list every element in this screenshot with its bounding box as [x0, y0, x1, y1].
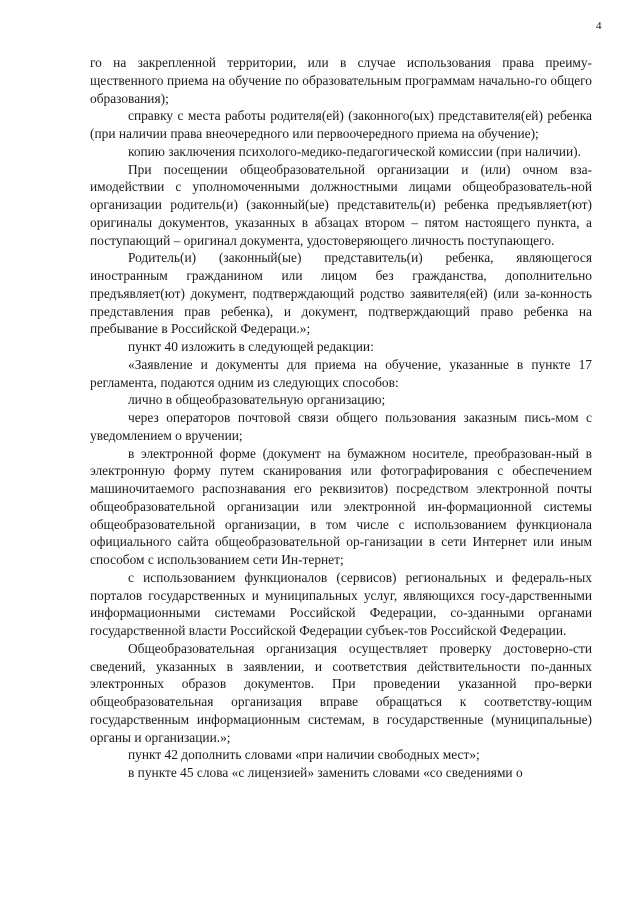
paragraph: пункт 42 дополнить словами «при наличии свободных мест»;	[128, 747, 480, 763]
paragraph: через операторов почтовой связи общего пользования заказным пись-мом с уведомлением о вручении;	[90, 410, 592, 443]
paragraph: с использованием функционалов (сервисов) региональных и федераль-ных порталов государственных и муниципальных услуг, являющихся госу-дарственными информационными системами Российской Федерации, со-зданными органами государственной власти Российской Федерации субъек-тов Российской Федерации.	[90, 569, 592, 638]
paragraph: в пункте 45 слова «с лицензией» заменить словами «со сведениями о	[128, 765, 523, 780]
paragraph: копию заключения психолого-медико-педагогической комиссии (при наличии).	[128, 143, 581, 159]
paragraph: справку с места работы родителя(ей) (законного(ых) представителя(ей) ребенка (при наличии права внеочередного или первоочередного приема на обучение);	[90, 108, 592, 141]
paragraph: го на закрепленной территории, или в случае использования права преиму-щественного приема на обучение по образовательным программам начально-го общего образования);	[90, 55, 592, 106]
paragraph: в электронной форме (документ на бумажном носителе, преобразован-ный в электронную форму путем сканирования или фотографирования с обеспечением машиночитаемого распознавания его реквизитов) посредством электронной почты общеобразовательной организации или электронной ин-формационной системы общеобразовательной организации, в том числе с использованием функционала официального сайта общеобразовательной ор-ганизации в сети Интернет или иным способом с использованием сети Ин-тернет;	[90, 445, 592, 567]
paragraph: При посещении общеобразовательной организации и (или) очном вза-имодействии с уполномоченными должностными лицами общеобразователь-ной организации родитель(и) (законный(ые) представитель(и) ребенка предъявляет(ют) оригиналы документов, указанных в абзацах втором – пятом настоящего пункта, а поступающий – оригинал документа, удостоверяющего личность поступающего.	[90, 161, 592, 248]
paragraph: Общеобразовательная организация осуществляет проверку достоверно-сти сведений, указанных в заявлении, и соответствия действительности по-данных электронных образов документов. При проведении указанной про-верки общеобразовательная организация вправе обращаться к соответству-ющим государственным информационным системам, в государственные (муниципальные) органы и организации.»;	[90, 640, 592, 745]
page-number: 4	[596, 20, 602, 32]
document-body	[90, 54, 592, 782]
paragraph: «Заявление и документы для приема на обучение, указанные в пункте 17 регламента, подаются одним из следующих способов:	[90, 356, 592, 390]
paragraph: Родитель(и) (законный(ые) представитель(и) ребенка, являющегося иностранным гражданином или лицом без гражданства, дополнительно предъявляет(ют) документ, подтверждающий родство заявителя(ей) (или за-конность представления прав ребенка), и документ, подтверждающий право ребенка на пребывание в Российской Федераци.»;	[90, 250, 592, 337]
paragraph: пункт 40 изложить в следующей редакции:	[128, 339, 374, 354]
paragraph: лично в общеобразовательную организацию;	[128, 392, 386, 408]
